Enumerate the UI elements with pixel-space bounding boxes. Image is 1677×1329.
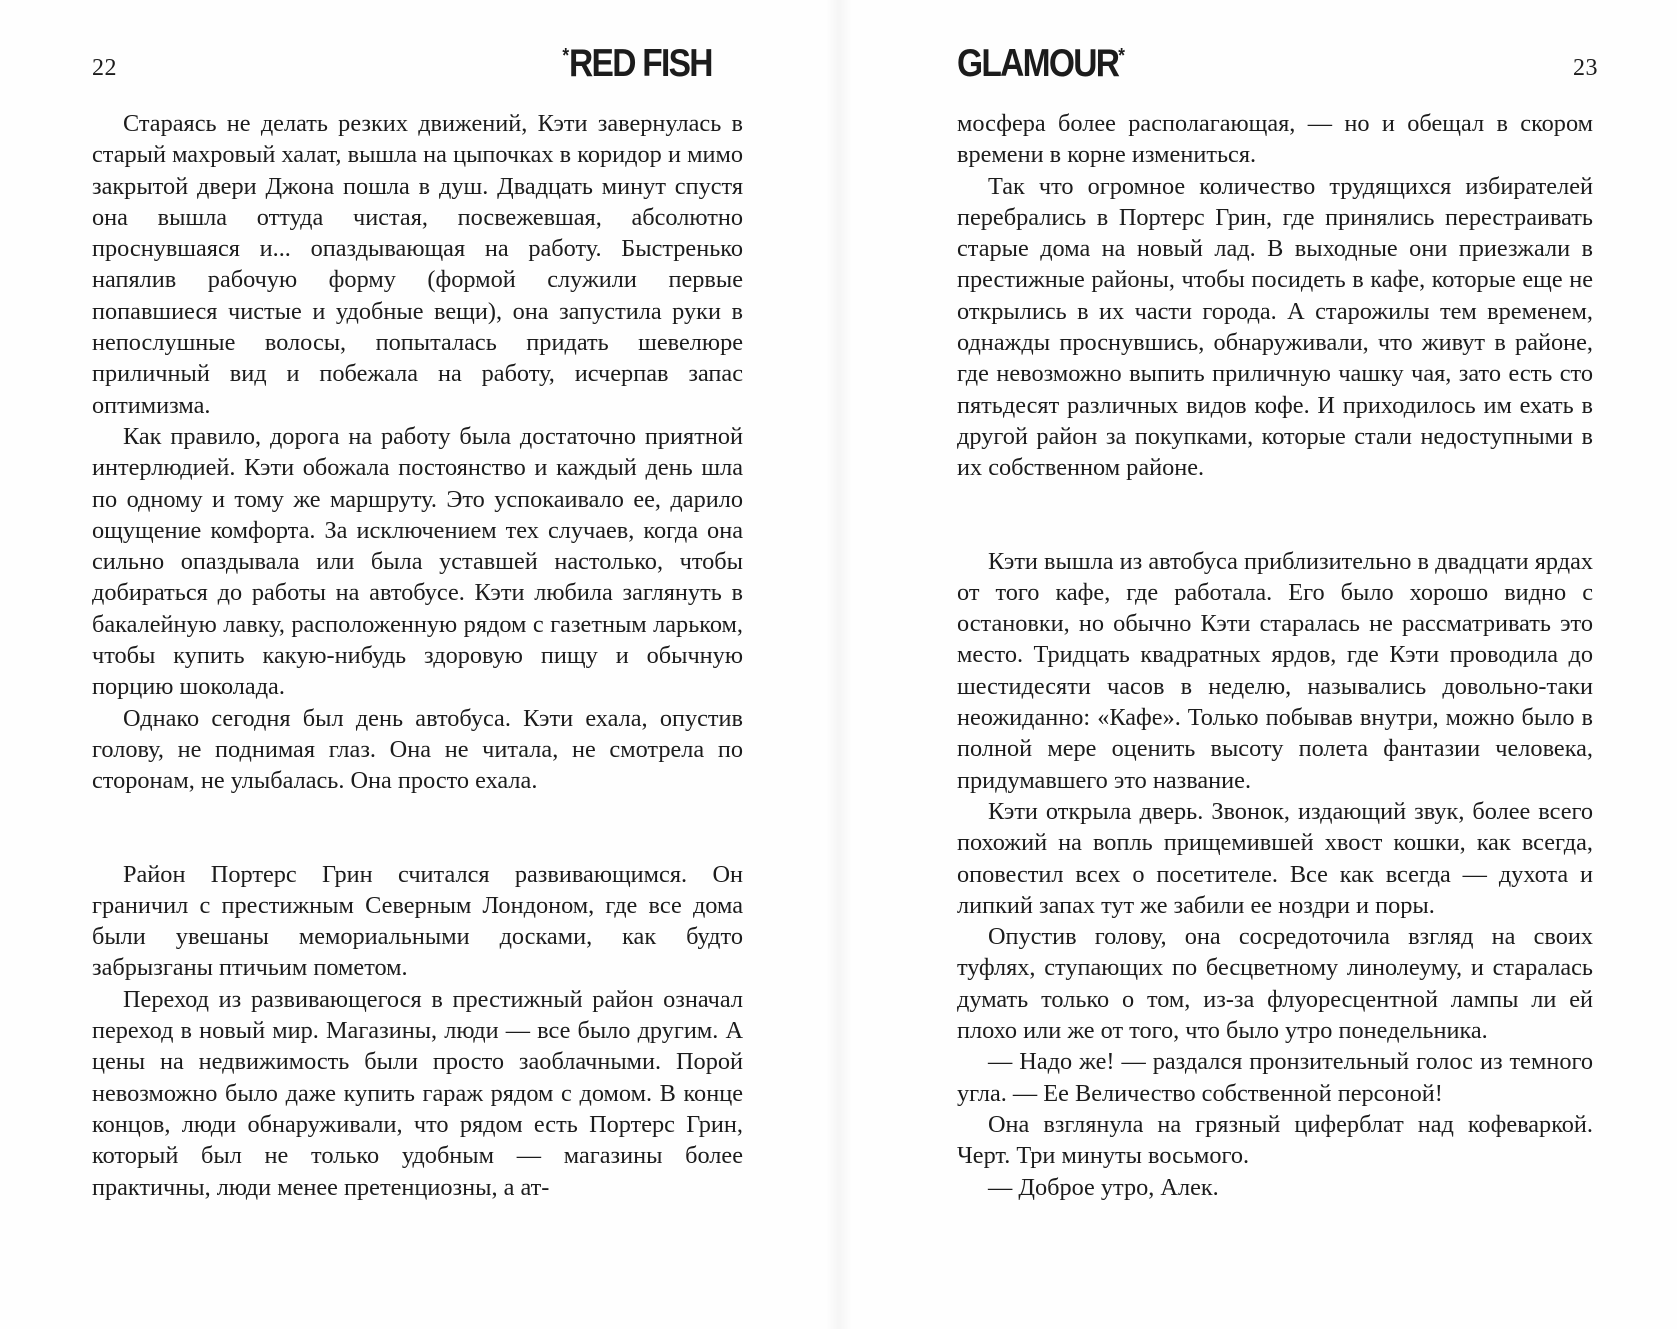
- section-break: [957, 484, 1593, 546]
- left-running-head: [563, 42, 712, 86]
- paragraph: Кэти вышла из автобуса приблизительно в двадцати ярдах от того кафе, где работала. Его было хорошо видно с остановки, но обычно Кэти старалась не рассматривать это место. Тридцать квадратных ярдов, где Кэти проводила до шестидесяти часов в неделю, назывались довольно-таки неожиданно: «Кафе». Только побывав внутри, можно было в полной мере оценить высоту полета фантазии человека, придумавшего это название.: [957, 547, 1593, 794]
- paragraph: Стараясь не делать резких движений, Кэти завернулась в старый махровый халат, вышла на цыпочках в коридор и мимо закрытой двери Джона пошла в душ. Двадцать минут спустя она вышла оттуда чистая, посвежевшая, абсолютно проснувшаяся и... опаздывающая на работу. Быстренько напялив рабочую форму (формой служили первые попавшиеся чистые и удобные вещи), она запустила руки в непослушные волосы, попыталась придать шевелюре приличный вид и побежала на работу, исчерпав запас оптимизма.: [92, 110, 743, 419]
- star-ornament: *: [1118, 45, 1125, 67]
- right-running-head-text: GLAMOUR: [957, 42, 1119, 85]
- paragraph: Переход из развивающегося в престижный район означал переход в новый мир. Магазины, люди — все было другим. А цены на недвижимость были просто заоблачными. Порой невозможно было даже купить гараж рядом с домом. В конце концов, люди обнаруживали, что рядом есть Портерс Грин, который был не только удобным — магазины более практичны, люди менее претенциозны, а ат-: [92, 985, 743, 1201]
- left-page: [0, 0, 830, 1329]
- star-ornament: *: [562, 45, 570, 67]
- paragraph: Район Портерс Грин считался развивающимся. Он граничил с престижным Северным Лондоном, где все дома были увешаны мемориальными досками, как будто забрызганы птичьим пометом.: [92, 860, 743, 982]
- right-page-number: 23: [1573, 55, 1598, 81]
- left-page-number: 22: [92, 55, 117, 81]
- paragraph: Опустив голову, она сосредоточила взгляд на своих туфлях, ступающих по бесцветному линолеуму, и старалась думать только о том, из-за флуоресцентной лампы ли ей плохо или же от того, что было утро понедельника.: [957, 923, 1593, 1045]
- left-running-head-text: RED FISH: [569, 42, 712, 85]
- right-running-head: [957, 42, 1125, 86]
- right-body-text: [957, 108, 1593, 1203]
- paragraph: Как правило, дорога на работу была достаточно приятной интерлюдией. Кэти обожала постоянство и каждый день шла по одному и тому же маршруту. Это успокаивало ее, дарило ощущение комфорта. За исключением тех случаев, когда она сильно опаздывала или была уставшей настолько, чтобы добираться до работы на автобусе. Кэти любила заглянуть в бакалейную лавку, расположенную рядом с газетным ларьком, чтобы купить какую-нибудь здоровую пищу и обычную порцию шоколада.: [92, 422, 743, 701]
- right-page: [840, 0, 1677, 1329]
- paragraph: Кэти открыла дверь. Звонок, издающий звук, более всего похожий на вопль прищемившей хвост кошки, как всегда, оповестил всех о посетителе. Все как всегда — духота и липкий запах тут же забили ее ноздри и поры.: [957, 797, 1593, 919]
- left-body-text: [92, 108, 743, 1203]
- paragraph: Однако сегодня был день автобуса. Кэти ехала, опустив голову, не поднимая глаз. Она не читала, не смотрела по сторонам, не улыбалась. Она просто ехала.: [92, 704, 743, 795]
- section-break: [92, 797, 743, 859]
- paragraph-continued: мосфера более располагающая, — но и обещал в скором времени в корне измениться.: [957, 110, 1593, 169]
- paragraph: Так что огромное количество трудящихся избирателей перебрались в Портерс Грин, где принялись перестраивать старые дома на новый лад. В выходные они приезжали в престижные районы, чтобы посидеть в кафе, которые еще не открылись в их части города. А старожилы тем временем, однажды проснувшись, обнаруживали, что живут в районе, где невозможно выпить приличную чашку чая, зато есть сто пятьдесят различных видов кофе. И приходилось им ехать в другой район за покупками, которые стали недоступными в их собственном районе.: [957, 172, 1593, 482]
- paragraph: — Надо же! — раздался пронзительный голос из темного угла. — Ее Величество собственной персоной!: [957, 1048, 1593, 1107]
- paragraph: Она взглянула на грязный циферблат над кофеваркой. Черт. Три минуты восьмого.: [957, 1110, 1593, 1170]
- paragraph: — Доброе утро, Алек.: [988, 1173, 1219, 1201]
